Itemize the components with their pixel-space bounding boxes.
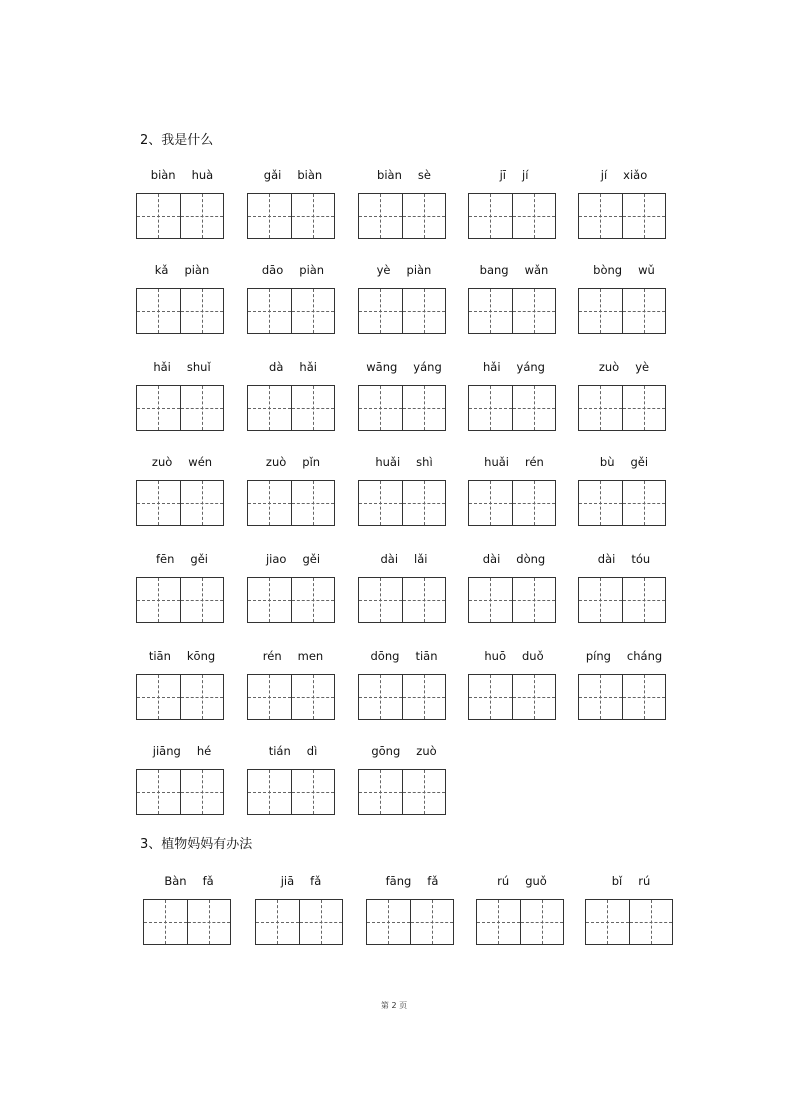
tianzige-box[interactable] <box>136 385 224 431</box>
pinyin-label <box>136 455 228 471</box>
character-cell[interactable] <box>579 289 622 333</box>
tianzige-box[interactable] <box>358 385 446 431</box>
pinyin-syllable: tián <box>268 744 291 758</box>
pinyin-label <box>468 649 560 665</box>
tianzige-box[interactable] <box>247 193 335 239</box>
character-cell[interactable] <box>291 770 335 814</box>
tianzige-box[interactable] <box>136 193 224 239</box>
character-cell[interactable] <box>248 386 291 430</box>
pinyin-syllable: yáng <box>516 360 545 374</box>
pinyin-syllable: zuò <box>265 455 287 469</box>
pinyin-label <box>136 263 228 279</box>
tianzige-box[interactable] <box>358 193 446 239</box>
character-cell[interactable] <box>248 578 291 622</box>
character-cell[interactable] <box>137 481 180 525</box>
pinyin-syllable: tiān <box>148 649 171 663</box>
pinyin-label <box>578 649 670 665</box>
character-cell[interactable] <box>187 900 231 944</box>
pinyin-syllable: yáng <box>413 360 442 374</box>
pinyin-item <box>247 263 339 345</box>
pinyin-syllable: bù <box>599 455 615 469</box>
character-cell[interactable] <box>512 289 556 333</box>
pinyin-item <box>136 360 228 442</box>
character-cell[interactable] <box>359 481 402 525</box>
character-cell[interactable] <box>180 386 224 430</box>
pinyin-syllable: huǎi <box>484 455 509 469</box>
tianzige-box[interactable] <box>358 480 446 526</box>
tianzige-box[interactable] <box>247 577 335 623</box>
pinyin-syllable: huǎi <box>375 455 401 469</box>
pinyin-label <box>136 360 228 376</box>
pinyin-syllable: rú <box>638 874 651 888</box>
pinyin-syllable: dài <box>597 552 616 566</box>
character-cell[interactable] <box>359 578 402 622</box>
pinyin-item <box>468 649 560 731</box>
tianzige-box[interactable] <box>136 674 224 720</box>
tianzige-box[interactable] <box>468 385 556 431</box>
pinyin-syllable: fēn <box>156 552 175 566</box>
tianzige-box[interactable] <box>578 674 666 720</box>
character-cell[interactable] <box>622 194 666 238</box>
pinyin-syllable: rén <box>524 455 544 469</box>
character-cell[interactable] <box>248 194 291 238</box>
pinyin-item <box>358 744 450 826</box>
character-cell[interactable] <box>622 481 666 525</box>
tianzige-box[interactable] <box>358 577 446 623</box>
pinyin-syllable: gǎi <box>263 168 282 182</box>
pinyin-syllable: xiǎo <box>623 168 648 182</box>
pinyin-item <box>247 455 339 537</box>
character-cell[interactable] <box>402 770 446 814</box>
pinyin-item <box>247 744 339 826</box>
pinyin-item <box>247 168 339 250</box>
character-cell[interactable] <box>512 194 556 238</box>
tianzige-box[interactable] <box>136 577 224 623</box>
pinyin-syllable: cháng <box>626 649 663 663</box>
character-cell[interactable] <box>402 481 446 525</box>
pinyin-syllable: dà <box>269 360 284 374</box>
character-cell[interactable] <box>180 770 224 814</box>
character-cell[interactable] <box>402 675 446 719</box>
tianzige-box[interactable] <box>578 577 666 623</box>
character-cell[interactable] <box>359 770 402 814</box>
pinyin-label <box>136 552 228 568</box>
pinyin-item <box>136 168 228 250</box>
pinyin-syllable: zuò <box>416 744 437 758</box>
pinyin-syllable: pǐn <box>302 455 321 469</box>
pinyin-syllable: hǎi <box>483 360 501 374</box>
pinyin-item <box>358 168 450 250</box>
pinyin-item <box>136 263 228 345</box>
pinyin-item <box>247 552 339 634</box>
character-cell[interactable] <box>469 675 512 719</box>
character-cell[interactable] <box>469 386 512 430</box>
pinyin-label <box>358 263 450 279</box>
pinyin-item <box>358 552 450 634</box>
pinyin-item <box>468 455 560 537</box>
character-cell[interactable] <box>299 900 343 944</box>
pinyin-item <box>136 744 228 826</box>
pinyin-label <box>578 455 670 471</box>
pinyin-label <box>468 360 560 376</box>
tianzige-box[interactable] <box>358 769 446 815</box>
pinyin-item <box>578 455 670 537</box>
pinyin-item <box>468 360 560 442</box>
pinyin-syllable: jiā <box>280 874 295 888</box>
tianzige-box[interactable] <box>247 674 335 720</box>
pinyin-label <box>136 744 228 760</box>
character-cell[interactable] <box>359 675 402 719</box>
pinyin-syllable: jí <box>522 168 529 182</box>
pinyin-item <box>358 360 450 442</box>
pinyin-syllable: jí <box>600 168 608 182</box>
character-cell[interactable] <box>512 481 556 525</box>
character-cell[interactable] <box>291 578 335 622</box>
character-cell[interactable] <box>402 578 446 622</box>
pinyin-item <box>578 552 670 634</box>
pinyin-item <box>143 874 235 956</box>
tianzige-box[interactable] <box>358 674 446 720</box>
tianzige-box[interactable] <box>136 288 224 334</box>
pinyin-label <box>358 455 450 471</box>
pinyin-syllable: hǎi <box>299 360 317 374</box>
character-cell[interactable] <box>402 289 446 333</box>
character-cell[interactable] <box>469 194 512 238</box>
character-cell[interactable] <box>410 900 454 944</box>
pinyin-syllable: duǒ <box>522 649 544 663</box>
character-cell[interactable] <box>137 675 180 719</box>
tianzige-box[interactable] <box>247 480 335 526</box>
character-cell[interactable] <box>579 481 622 525</box>
character-cell[interactable] <box>291 194 335 238</box>
pinyin-item <box>468 263 560 345</box>
tianzige-box[interactable] <box>476 899 564 945</box>
character-cell[interactable] <box>291 481 335 525</box>
pinyin-item <box>578 168 670 250</box>
character-cell[interactable] <box>469 289 512 333</box>
pinyin-syllable: fǎ <box>310 874 322 888</box>
tianzige-box[interactable] <box>468 288 556 334</box>
character-cell[interactable] <box>291 675 335 719</box>
tianzige-box[interactable] <box>366 899 454 945</box>
pinyin-syllable: shuǐ <box>186 360 211 374</box>
character-cell[interactable] <box>359 289 402 333</box>
character-cell[interactable] <box>291 289 335 333</box>
pinyin-item <box>358 455 450 537</box>
pinyin-label <box>247 360 339 376</box>
pinyin-syllable: fǎ <box>427 874 439 888</box>
character-cell[interactable] <box>359 194 402 238</box>
tianzige-box[interactable] <box>578 288 666 334</box>
pinyin-label <box>578 552 670 568</box>
pinyin-syllable: gěi <box>630 455 649 469</box>
character-cell[interactable] <box>512 386 556 430</box>
tianzige-box[interactable] <box>468 480 556 526</box>
pinyin-syllable: dài <box>380 552 399 566</box>
character-cell[interactable] <box>579 386 622 430</box>
tianzige-box[interactable] <box>247 288 335 334</box>
pinyin-label <box>468 552 560 568</box>
pinyin-syllable: rú <box>497 874 510 888</box>
page-footer: 第 2 页 <box>380 1001 408 1010</box>
pinyin-syllable: wén <box>188 455 213 469</box>
pinyin-syllable: dòng <box>516 552 546 566</box>
pinyin-syllable: yè <box>635 360 650 374</box>
character-cell[interactable] <box>137 770 180 814</box>
pinyin-syllable: jī <box>499 168 506 182</box>
pinyin-item <box>585 874 677 956</box>
pinyin-syllable: biàn <box>377 168 402 182</box>
pinyin-syllable: sè <box>417 168 431 182</box>
tianzige-box[interactable] <box>578 480 666 526</box>
pinyin-item <box>468 552 560 634</box>
pinyin-label <box>358 360 450 376</box>
section-title-3: 3、植物妈妈有办法 <box>140 837 253 852</box>
pinyin-syllable: piàn <box>406 263 432 277</box>
character-cell[interactable] <box>137 386 180 430</box>
pinyin-syllable: fǎ <box>202 874 214 888</box>
tianzige-box[interactable] <box>247 769 335 815</box>
pinyin-syllable: tóu <box>631 552 651 566</box>
character-cell[interactable] <box>469 481 512 525</box>
pinyin-label <box>247 263 339 279</box>
pinyin-syllable: men <box>297 649 324 663</box>
character-cell[interactable] <box>180 289 224 333</box>
character-cell[interactable] <box>402 386 446 430</box>
pinyin-syllable: wāng <box>366 360 398 374</box>
character-cell[interactable] <box>579 578 622 622</box>
tianzige-box[interactable] <box>255 899 343 945</box>
pinyin-label <box>578 168 670 184</box>
pinyin-item <box>468 168 560 250</box>
pinyin-label <box>247 744 339 760</box>
pinyin-syllable: piàn <box>184 263 210 277</box>
pinyin-syllable: jiao <box>265 552 287 566</box>
pinyin-syllable: bǐ <box>611 874 623 888</box>
character-cell[interactable] <box>144 900 187 944</box>
pinyin-syllable: jiāng <box>152 744 181 758</box>
character-cell[interactable] <box>579 675 622 719</box>
tianzige-box[interactable] <box>358 288 446 334</box>
pinyin-label <box>143 874 235 890</box>
pinyin-syllable: dāo <box>261 263 284 277</box>
character-cell[interactable] <box>622 289 666 333</box>
pinyin-item <box>136 455 228 537</box>
pinyin-syllable: dài <box>482 552 501 566</box>
pinyin-syllable: wǔ <box>638 263 655 277</box>
character-cell[interactable] <box>469 578 512 622</box>
pinyin-item <box>476 874 568 956</box>
pinyin-syllable: kǎ <box>154 263 169 277</box>
pinyin-label <box>136 649 228 665</box>
pinyin-syllable: dōng <box>370 649 400 663</box>
character-cell[interactable] <box>137 289 180 333</box>
pinyin-label <box>247 552 339 568</box>
character-cell[interactable] <box>248 481 291 525</box>
pinyin-label <box>468 168 560 184</box>
pinyin-syllable: hé <box>196 744 212 758</box>
pinyin-syllable: Bàn <box>164 874 187 888</box>
character-cell[interactable] <box>622 578 666 622</box>
pinyin-syllable: hǎi <box>153 360 171 374</box>
pinyin-syllable: píng <box>585 649 611 663</box>
character-cell[interactable] <box>477 900 520 944</box>
pinyin-syllable: biàn <box>150 168 176 182</box>
character-cell[interactable] <box>137 578 180 622</box>
pinyin-syllable: dì <box>306 744 318 758</box>
character-cell[interactable] <box>512 675 556 719</box>
character-cell[interactable] <box>137 194 180 238</box>
pinyin-item <box>247 360 339 442</box>
character-cell[interactable] <box>629 900 673 944</box>
pinyin-syllable: shì <box>416 455 433 469</box>
pinyin-syllable: kōng <box>186 649 216 663</box>
pinyin-syllable: fāng <box>385 874 412 888</box>
section-title-2: 2、我是什么 <box>140 133 214 148</box>
pinyin-label <box>578 360 670 376</box>
pinyin-item <box>136 552 228 634</box>
pinyin-label <box>255 874 347 890</box>
character-cell[interactable] <box>248 675 291 719</box>
tianzige-box[interactable] <box>247 385 335 431</box>
pinyin-label <box>578 263 670 279</box>
pinyin-item <box>247 649 339 731</box>
pinyin-label <box>468 263 560 279</box>
character-cell[interactable] <box>180 675 224 719</box>
pinyin-label <box>247 649 339 665</box>
character-cell[interactable] <box>180 578 224 622</box>
pinyin-label <box>358 744 450 760</box>
pinyin-syllable: piàn <box>299 263 325 277</box>
character-cell[interactable] <box>256 900 299 944</box>
pinyin-item <box>136 649 228 731</box>
pinyin-label <box>247 168 339 184</box>
pinyin-syllable: zuò <box>151 455 173 469</box>
pinyin-label <box>585 874 677 890</box>
pinyin-syllable: bòng <box>593 263 623 277</box>
character-cell[interactable] <box>180 194 224 238</box>
pinyin-syllable: biàn <box>297 168 323 182</box>
tianzige-box[interactable] <box>468 674 556 720</box>
character-cell[interactable] <box>622 675 666 719</box>
tianzige-box[interactable] <box>143 899 231 945</box>
tianzige-box[interactable] <box>468 577 556 623</box>
pinyin-item <box>578 649 670 731</box>
character-cell[interactable] <box>359 386 402 430</box>
pinyin-label <box>358 649 450 665</box>
character-cell[interactable] <box>180 481 224 525</box>
character-cell[interactable] <box>367 900 410 944</box>
tianzige-box[interactable] <box>468 193 556 239</box>
character-cell[interactable] <box>512 578 556 622</box>
pinyin-syllable: rén <box>262 649 282 663</box>
pinyin-syllable: huō <box>484 649 506 663</box>
tianzige-box[interactable] <box>136 769 224 815</box>
pinyin-item <box>255 874 347 956</box>
pinyin-label <box>247 455 339 471</box>
pinyin-syllable: gōng <box>371 744 401 758</box>
pinyin-syllable: gěi <box>302 552 321 566</box>
pinyin-item <box>578 360 670 442</box>
tianzige-box[interactable] <box>578 385 666 431</box>
character-cell[interactable] <box>586 900 629 944</box>
pinyin-syllable: zuò <box>598 360 620 374</box>
pinyin-syllable: lǎi <box>414 552 428 566</box>
character-cell[interactable] <box>248 289 291 333</box>
pinyin-label <box>468 455 560 471</box>
pinyin-label <box>136 168 228 184</box>
tianzige-box[interactable] <box>585 899 673 945</box>
character-cell[interactable] <box>291 386 335 430</box>
pinyin-label <box>358 168 450 184</box>
pinyin-item <box>358 263 450 345</box>
character-cell[interactable] <box>579 194 622 238</box>
pinyin-syllable: huà <box>191 168 214 182</box>
pinyin-item <box>578 263 670 345</box>
pinyin-label <box>358 552 450 568</box>
pinyin-syllable: bang <box>479 263 509 277</box>
character-cell[interactable] <box>520 900 564 944</box>
pinyin-item <box>358 649 450 731</box>
pinyin-syllable: tiān <box>415 649 438 663</box>
character-cell[interactable] <box>622 386 666 430</box>
character-cell[interactable] <box>248 770 291 814</box>
pinyin-item <box>366 874 458 956</box>
pinyin-syllable: wǎn <box>524 263 549 277</box>
pinyin-syllable: guǒ <box>525 874 547 888</box>
tianzige-box[interactable] <box>578 193 666 239</box>
character-cell[interactable] <box>402 194 446 238</box>
pinyin-label <box>476 874 568 890</box>
pinyin-label <box>366 874 458 890</box>
tianzige-box[interactable] <box>136 480 224 526</box>
pinyin-syllable: yè <box>376 263 391 277</box>
pinyin-syllable: gěi <box>190 552 208 566</box>
